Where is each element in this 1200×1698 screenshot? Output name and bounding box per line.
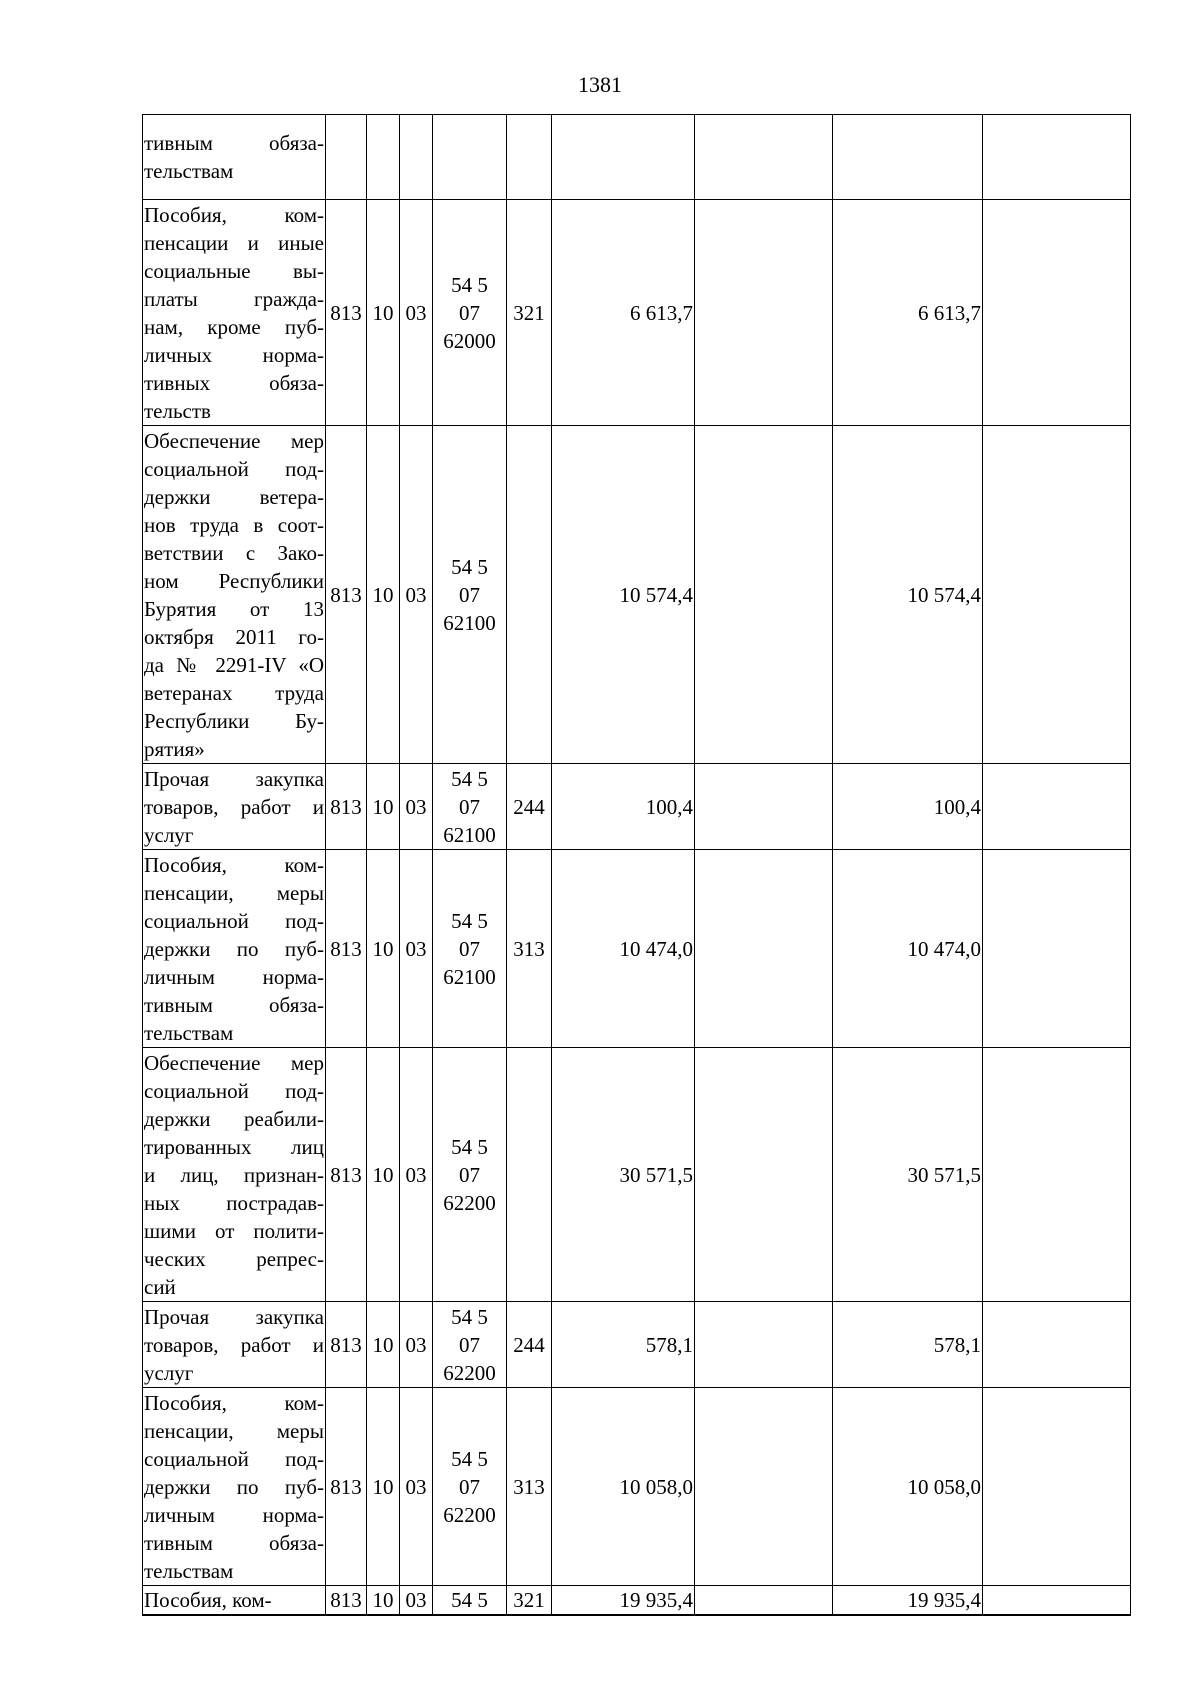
csr-line: 54 5 [451, 1588, 488, 1612]
name-line: ветствии с Зако- [144, 540, 324, 565]
cell-vr [507, 426, 552, 764]
name-line: услуг [144, 1360, 194, 1385]
cell-csr [433, 1302, 507, 1388]
name-line: товаров, работ и [144, 1332, 324, 1357]
cell-ved: 813 [326, 1586, 367, 1616]
cell-csr [433, 1586, 507, 1616]
name-line: платы гражда- [144, 286, 324, 311]
cell-sum-4 [983, 200, 1131, 426]
cell-sum-2 [695, 1586, 833, 1616]
name-line: ческих репрес- [144, 1246, 324, 1271]
name-line: тивных обяза- [144, 370, 324, 395]
name-line: Пособия, ком- [144, 1588, 272, 1612]
cell-pr: 03 [400, 764, 433, 850]
cell-sum-4 [983, 115, 1131, 200]
cell-sum-3: 6 613,7 [833, 200, 983, 426]
name-line: пенсации и иные [144, 230, 324, 255]
csr-line: 54 5 [451, 1304, 488, 1329]
cell-csr [433, 426, 507, 764]
cell-name [143, 426, 326, 764]
cell-pr: 03 [400, 1302, 433, 1388]
name-line: пенсации, меры [144, 880, 324, 905]
csr-line: 07 [459, 1332, 480, 1357]
cell-sum-4 [983, 426, 1131, 764]
name-line: Прочая закупка [144, 1304, 324, 1329]
csr-line: 07 [459, 1474, 480, 1499]
cell-sum-1 [552, 115, 695, 200]
cell-rz: 10 [367, 426, 400, 764]
cell-sum-2 [695, 115, 833, 200]
table-row [143, 115, 1131, 200]
cell-pr: 03 [400, 1586, 433, 1616]
name-line: и лиц, признан- [144, 1162, 324, 1187]
name-line: Обеспечение мер [144, 1050, 324, 1075]
cell-csr [433, 764, 507, 850]
cell-sum-3 [833, 115, 983, 200]
cell-name [143, 1586, 326, 1616]
cell-name [143, 115, 326, 200]
table-row [143, 1048, 1131, 1302]
table-row [143, 1302, 1131, 1388]
csr-line: 07 [459, 582, 480, 607]
cell-sum-4 [983, 1586, 1131, 1616]
cell-rz: 10 [367, 1388, 400, 1586]
name-line: Пособия, ком- [144, 1390, 324, 1415]
cell-sum-1: 10 474,0 [552, 850, 695, 1048]
name-line: социальной под- [144, 908, 324, 933]
cell-sum-4 [983, 1302, 1131, 1388]
csr-line: 54 5 [451, 554, 488, 579]
cell-vr: 321 [507, 1586, 552, 1616]
name-line: сий [144, 1274, 176, 1299]
csr-line [434, 115, 505, 143]
cell-sum-1: 30 571,5 [552, 1048, 695, 1302]
cell-sum-3: 10 474,0 [833, 850, 983, 1048]
name-line: тивным обяза- [144, 1530, 324, 1555]
name-line: услуг [144, 822, 194, 847]
cell-csr [433, 1388, 507, 1586]
name-line: нам, кроме пуб- [144, 314, 324, 339]
csr-line: 07 [459, 1162, 480, 1187]
csr-line: 07 [459, 936, 480, 961]
name-line: ном Республики [144, 568, 324, 593]
cell-name [143, 1048, 326, 1302]
cell-sum-4 [983, 764, 1131, 850]
cell-rz: 10 [367, 1302, 400, 1388]
name-line: тельствам [144, 159, 234, 183]
cell-name [143, 764, 326, 850]
cell-csr [433, 200, 507, 426]
cell-vr: 244 [507, 1302, 552, 1388]
name-line: пенсации, меры [144, 1418, 324, 1443]
table-row [143, 764, 1131, 850]
cell-ved [326, 115, 367, 200]
name-line: Республики Бу- [144, 708, 324, 733]
cell-vr: 313 [507, 1388, 552, 1586]
cell-sum-4 [983, 850, 1131, 1048]
cell-ved: 813 [326, 1302, 367, 1388]
csr-line: 54 5 [451, 908, 488, 933]
name-line: социальные вы- [144, 258, 324, 283]
csr-line [434, 143, 505, 171]
name-line: Бурятия от 13 [144, 596, 324, 621]
name-line: держки по пуб- [144, 936, 324, 961]
name-line: ветеранах труда [144, 680, 324, 705]
cell-csr [433, 1048, 507, 1302]
csr-line: 54 5 [451, 1134, 488, 1159]
cell-sum-1: 578,1 [552, 1302, 695, 1388]
cell-pr: 03 [400, 1388, 433, 1586]
cell-rz: 10 [367, 1048, 400, 1302]
csr-line: 07 [459, 794, 480, 819]
cell-sum-3: 10 574,4 [833, 426, 983, 764]
cell-vr: 321 [507, 200, 552, 426]
name-line: товаров, работ и [144, 794, 324, 819]
cell-ved: 813 [326, 1048, 367, 1302]
csr-line: 62200 [443, 1190, 496, 1215]
cell-rz: 10 [367, 764, 400, 850]
csr-line: 54 5 [451, 1446, 488, 1471]
csr-line: 54 5 [451, 766, 488, 791]
cell-sum-2 [695, 1302, 833, 1388]
cell-pr: 03 [400, 426, 433, 764]
cell-sum-1: 6 613,7 [552, 200, 695, 426]
cell-pr: 03 [400, 850, 433, 1048]
cell-sum-1: 10 058,0 [552, 1388, 695, 1586]
cell-sum-2 [695, 1048, 833, 1302]
name-line: да № 2291-IV «О [144, 652, 324, 677]
table-row [143, 200, 1131, 426]
name-line: рятия» [144, 736, 205, 761]
cell-sum-3: 100,4 [833, 764, 983, 850]
cell-sum-1: 10 574,4 [552, 426, 695, 764]
cell-sum-3: 30 571,5 [833, 1048, 983, 1302]
name-line: личным норма- [144, 964, 324, 989]
name-line: Обеспечение мер [144, 428, 324, 453]
cell-sum-2 [695, 426, 833, 764]
name-line: тельств [144, 398, 211, 423]
cell-rz: 10 [367, 200, 400, 426]
table-row [143, 426, 1131, 764]
table-row [143, 1388, 1131, 1586]
cell-vr [507, 115, 552, 200]
csr-line [434, 171, 505, 199]
cell-pr: 03 [400, 1048, 433, 1302]
name-line: тельствам [144, 1558, 234, 1583]
name-line: тельствам [144, 1020, 234, 1045]
table-row [143, 1586, 1131, 1616]
name-line: тивным обяза- [144, 992, 324, 1017]
name-line: Прочая закупка [144, 766, 324, 791]
cell-rz: 10 [367, 850, 400, 1048]
name-line: Пособия, ком- [144, 852, 324, 877]
table-row [143, 850, 1131, 1048]
name-line: ных пострадав- [144, 1190, 324, 1215]
name-line: октября 2011 го- [144, 624, 324, 649]
cell-sum-2 [695, 200, 833, 426]
name-line: личных норма- [144, 342, 324, 367]
name-line: социальной под- [144, 456, 324, 481]
csr-line: 54 5 [451, 272, 488, 297]
cell-csr [433, 850, 507, 1048]
cell-name [143, 1302, 326, 1388]
cell-sum-4 [983, 1048, 1131, 1302]
name-line: шими от полити- [144, 1218, 324, 1243]
cell-pr: 03 [400, 200, 433, 426]
name-line: держки по пуб- [144, 1474, 324, 1499]
cell-sum-2 [695, 1388, 833, 1586]
budget-table [142, 114, 1131, 1616]
name-line: держки ветера- [144, 484, 324, 509]
cell-name [143, 200, 326, 426]
name-line: тированных лиц [144, 1134, 324, 1159]
cell-name [143, 1388, 326, 1586]
cell-sum-2 [695, 764, 833, 850]
cell-sum-1: 100,4 [552, 764, 695, 850]
cell-name [143, 850, 326, 1048]
page-number: 1381 [578, 72, 622, 97]
cell-vr: 244 [507, 764, 552, 850]
cell-sum-1: 19 935,4 [552, 1586, 695, 1616]
cell-sum-2 [695, 850, 833, 1048]
csr-line: 62200 [443, 1360, 496, 1385]
csr-line: 62100 [443, 610, 496, 635]
csr-line: 62200 [443, 1502, 496, 1527]
name-line: нов труда в соот- [144, 512, 324, 537]
cell-sum-3: 10 058,0 [833, 1388, 983, 1586]
cell-sum-3: 19 935,4 [833, 1586, 983, 1616]
cell-sum-4 [983, 1388, 1131, 1586]
name-line: Пособия, ком- [144, 202, 324, 227]
csr-line: 62000 [443, 328, 496, 353]
csr-line: 62100 [443, 822, 496, 847]
cell-pr [400, 115, 433, 200]
cell-ved: 813 [326, 426, 367, 764]
name-line: личным норма- [144, 1502, 324, 1527]
name-line: социальной под- [144, 1446, 324, 1471]
csr-line: 07 [459, 300, 480, 325]
cell-rz [367, 115, 400, 200]
csr-line: 62100 [443, 964, 496, 989]
cell-sum-3: 578,1 [833, 1302, 983, 1388]
name-line: социальной под- [144, 1078, 324, 1103]
cell-ved: 813 [326, 764, 367, 850]
cell-ved: 813 [326, 1388, 367, 1586]
cell-vr: 313 [507, 850, 552, 1048]
cell-csr [433, 115, 507, 200]
cell-ved: 813 [326, 200, 367, 426]
name-line: тивным обяза- [144, 131, 324, 155]
cell-rz: 10 [367, 1586, 400, 1616]
cell-ved: 813 [326, 850, 367, 1048]
cell-vr [507, 1048, 552, 1302]
name-line: держки реабили- [144, 1106, 324, 1131]
